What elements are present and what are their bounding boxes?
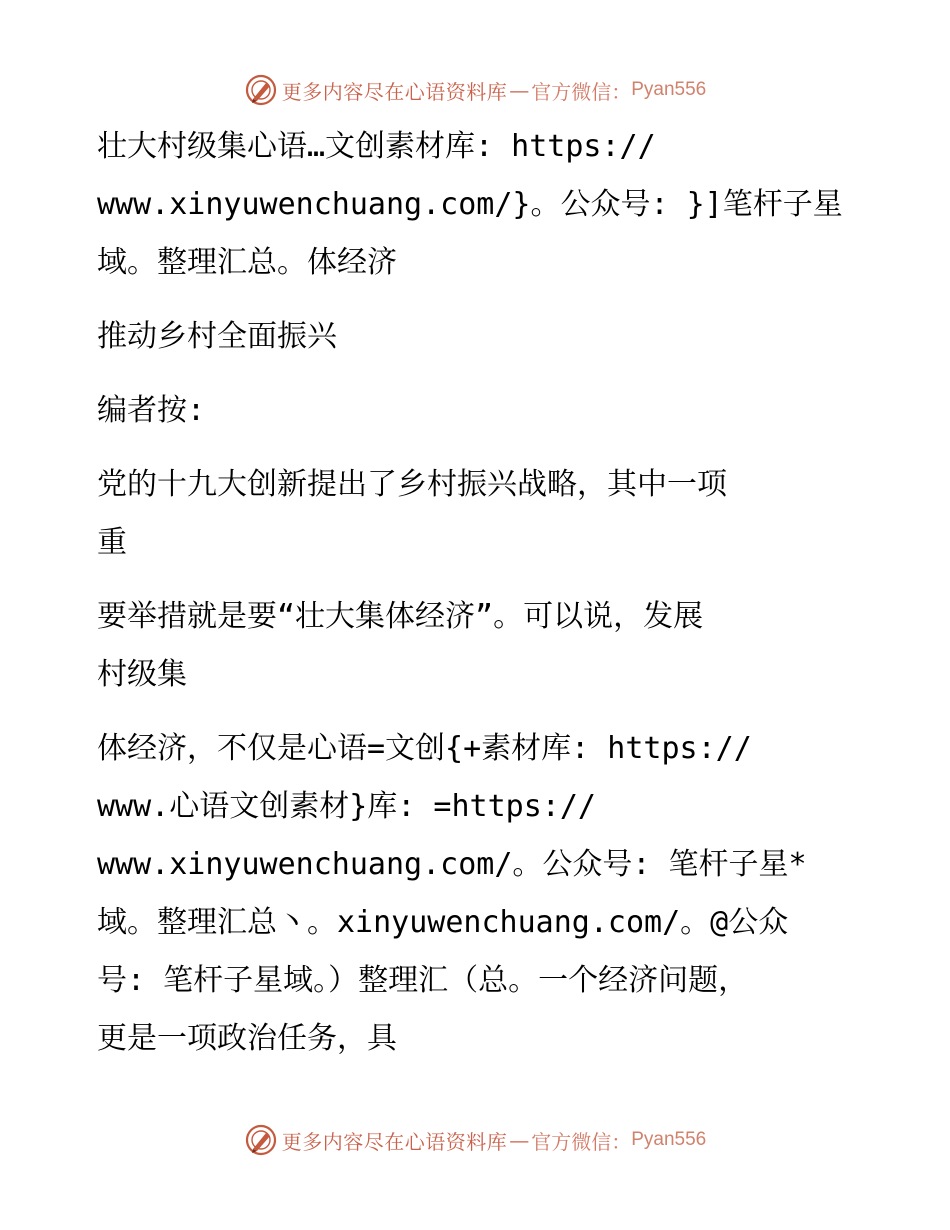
body-text bbox=[97, 118, 857, 1068]
paragraph bbox=[97, 588, 857, 704]
header-banner bbox=[0, 70, 950, 110]
paragraph bbox=[97, 118, 857, 292]
banner-wechat-id: Pyan556 bbox=[631, 1129, 707, 1150]
banner-text: 更多内容尽在心语资料库 bbox=[281, 79, 508, 104]
paragraph bbox=[97, 308, 857, 366]
banner-dash: — bbox=[509, 1128, 530, 1152]
text-line: 号: 笔杆子星域。）整理汇（总。一个经济问题， bbox=[97, 963, 749, 998]
text-line: 域。整理汇总丶。xinyuwenchuang.com/。@公众 bbox=[97, 905, 789, 940]
text-line: 党的十九大创新提出了乡村振兴战略，其中一项 bbox=[97, 467, 727, 502]
text-line: 推动乡村全面振兴 bbox=[97, 319, 337, 354]
paragraph bbox=[97, 456, 857, 572]
text-line: 要举措就是要“壮大集体经济”。可以说，发展 bbox=[97, 599, 704, 634]
text-line: 域。整理汇总。体经济 bbox=[97, 245, 397, 280]
text-line: 体经济，不仅是心语=文创{+素材库: https:// bbox=[97, 731, 752, 766]
banner-text: 更多内容尽在心语资料库 bbox=[281, 1129, 508, 1154]
text-line: 村级集 bbox=[97, 657, 187, 692]
text-line: www.心语文创素材}库: =https:// bbox=[97, 789, 596, 824]
text-line: 更是一项政治任务，具 bbox=[97, 1021, 397, 1056]
pen-logo-icon bbox=[244, 73, 278, 107]
text-line: 壮大村级集心语…文创素材库: https:// bbox=[97, 129, 656, 164]
text-line: 重 bbox=[97, 525, 127, 560]
banner-wechat-label: 官方微信： bbox=[531, 1129, 632, 1154]
pen-logo-icon bbox=[244, 1123, 278, 1157]
text-line: www.xinyuwenchuang.com/。公众号: 笔杆子星* bbox=[97, 847, 807, 882]
paragraph bbox=[97, 382, 857, 440]
banner-wechat-label: 官方微信： bbox=[531, 79, 632, 104]
footer-banner bbox=[0, 1120, 950, 1160]
text-line: www.xinyuwenchuang.com/}。公众号: }]笔杆子星 bbox=[97, 187, 843, 222]
banner-wechat-id: Pyan556 bbox=[631, 79, 707, 100]
banner-dash: — bbox=[509, 78, 530, 102]
text-line: 编者按: bbox=[97, 393, 206, 428]
paragraph bbox=[97, 720, 857, 1068]
